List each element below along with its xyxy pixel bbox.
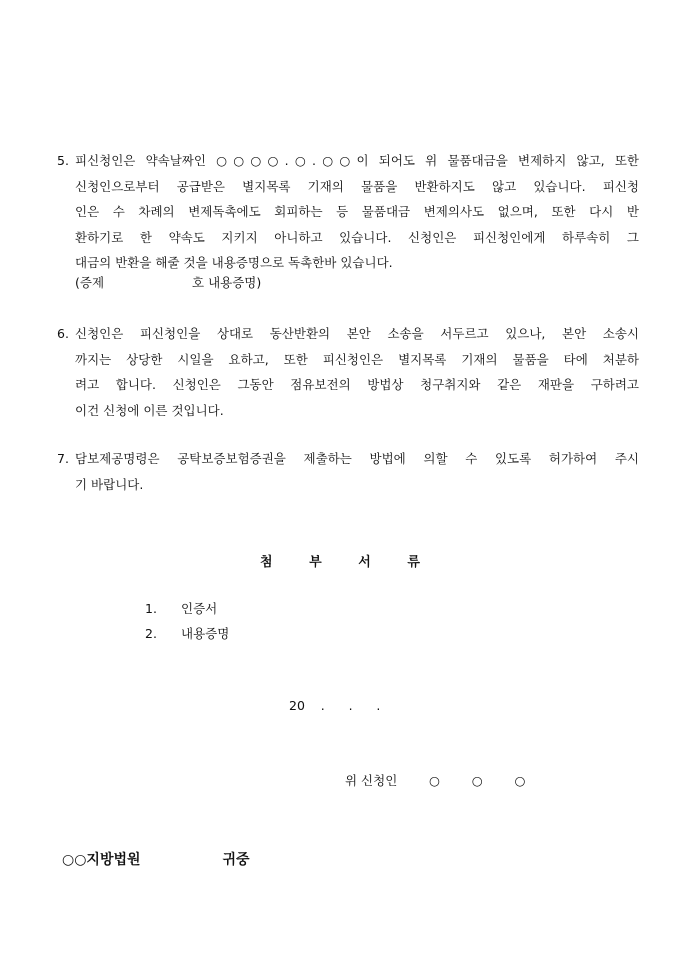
attachment-item (145, 624, 229, 642)
paragraph-line: 대금의 반환을 해줄 것을 내용증명으로 독촉한바 있습니다. (75, 255, 393, 270)
paragraph-number: 6. (57, 326, 69, 341)
paragraph-line: 신청인은 피신청인을 상대로 동산반환의 본안 소송을 서두르고 있으나, 본안 소송시 (75, 326, 639, 341)
paragraph-line: 환하기로 한 약속도 지키지 아니하고 있습니다. 신청인은 피신청인에게 하루속히 그 (75, 229, 639, 245)
paragraph-7 (57, 446, 639, 497)
paragraph-line: 피신청인은 약속날짜인 ○○○○.○.○○이 되어도 위 물품대금을 변제하지 않고, 또한 (75, 153, 639, 168)
paragraph-line: 이건 신청에 이른 것입니다. (75, 402, 224, 418)
document-date: 20 . . . (289, 698, 381, 713)
heading-char: 첨 (260, 555, 273, 570)
attachment-item (145, 599, 217, 617)
court-suffix: 귀중 (222, 852, 250, 868)
signer-line: 위 신청인 ○ ○ ○ (345, 773, 526, 788)
attachment-label: 인증서 (181, 601, 218, 616)
paragraph-5 (57, 148, 639, 276)
paragraph-line: 려고 합니다. 신청인은 그동안 점유보전의 방법상 청구취지와 같은 재판을 구하려고 (75, 377, 639, 392)
paragraph-number: 5. (57, 153, 69, 168)
evidence-prefix: (증제 (75, 275, 105, 290)
attachment-number: 2. (145, 626, 157, 641)
heading-char: 류 (407, 555, 420, 570)
attachment-number: 1. (145, 601, 157, 616)
paragraph-line: 신청인으로부터 공급받은 별지목록 기재의 물품을 반환하지도 않고 있습니다. 피신청 (75, 178, 639, 194)
court-name: ○○지방법원 (62, 852, 141, 868)
court-addressee (62, 849, 250, 869)
paragraph-line: 까지는 상당한 시일을 요하고, 또한 피신청인은 별지목록 기재의 물품을 타에 처분하 (75, 351, 639, 367)
paragraph-6 (57, 321, 639, 423)
heading-char: 부 (309, 555, 322, 570)
attachments-heading (260, 551, 420, 570)
evidence-reference (75, 273, 261, 291)
paragraph-line: 기 바랍니다. (75, 476, 144, 492)
paragraph-number: 7. (57, 451, 69, 466)
paragraph-line: 인은 수 차례의 변제독촉에도 회피하는 등 물품대금 변제의사도 없으며, 또한 다시 반 (75, 204, 639, 219)
attachment-label: 내용증명 (181, 626, 230, 641)
heading-char: 서 (358, 555, 371, 570)
evidence-suffix: 호 내용증명) (192, 275, 262, 290)
paragraph-line: 담보제공명령은 공탁보증보험증권을 제출하는 방법에 의할 수 있도록 허가하여 주시 (75, 451, 639, 466)
